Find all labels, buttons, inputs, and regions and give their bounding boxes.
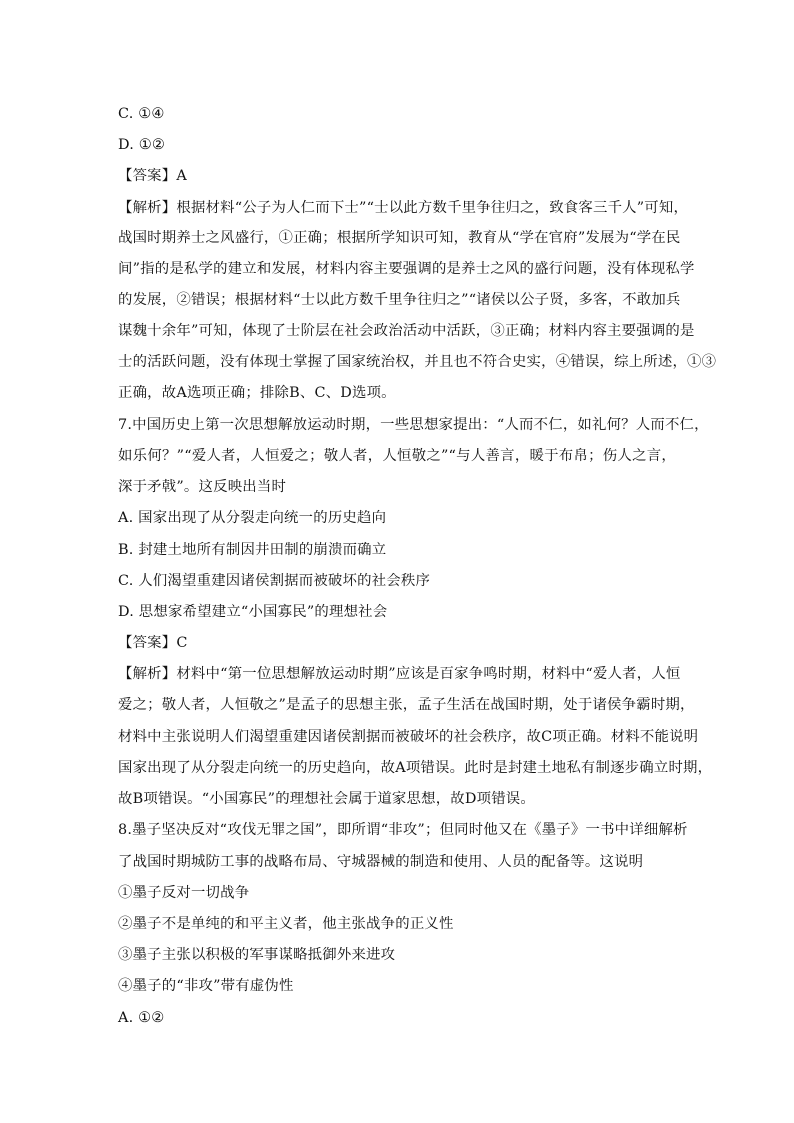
q6-analysis-line-3: 间”指的是私学的建立和发展，材料内容主要强调的是养士之风的盛行问题，没有体现私学 xyxy=(118,261,695,277)
q8-statement-4: ④墨子的“非攻”带有虚伪性 xyxy=(118,978,294,994)
q8-statement-2: ②墨子不是单纯的和平主义者，他主张战争的正义性 xyxy=(118,916,454,932)
q8-statement-1: ①墨子反对一切战争 xyxy=(118,885,250,901)
q7-stem-line-3: 深于矛戟”。这反映出当时 xyxy=(118,479,287,495)
q7-analysis-line-1: 【解析】材料中“第一位思想解放运动时期”应该是百家争鸣时期，材料中“爱人者，人恒 xyxy=(118,666,681,682)
q7-option-b: B. 封建土地所有制因井田制的崩溃而确立 xyxy=(118,542,387,558)
q7-option-d: D. 思想家希望建立“小国寡民”的理想社会 xyxy=(118,604,388,620)
q7-analysis-line-4: 国家出现了从分裂走向统一的历史趋向，故A项错误。此时是封建土地私有制逐步确立时期， xyxy=(118,760,713,776)
q7-option-c: C. 人们渴望重建因诸侯割据而被破坏的社会秩序 xyxy=(118,573,431,589)
q6-answer: 【答案】A xyxy=(118,168,187,184)
q7-analysis-line-5: 故B项错误。“小国寡民”的理想社会属于道家思想，故D项错误。 xyxy=(118,791,535,807)
q7-stem-line-1: 7.中国历史上第一次思想解放运动时期，一些思想家提出：“人而不仁，如礼何？人而不仁， xyxy=(118,417,709,433)
q6-option-d: D. ①② xyxy=(118,137,165,153)
q6-analysis-line-5: 谋魏十余年”可知，体现了士阶层在社会政治活动中活跃，③正确；材料内容主要强调的是 xyxy=(118,323,695,339)
q8-option-a: A. ①② xyxy=(118,1010,165,1026)
q6-analysis-line-4: 的发展，②错误；根据材料“士以此方数千里争往归之”“诸侯以公子贤，多客，不敢加兵 xyxy=(118,292,681,308)
q6-option-c: C. ①④ xyxy=(118,106,165,122)
q8-statement-3: ③墨子主张以积极的军事谋略抵御外来进攻 xyxy=(118,947,396,963)
q6-analysis-line-7: 正确，故A选项正确；排除B、C、D选项。 xyxy=(118,385,396,401)
q6-analysis-line-6: 士的活跃问题，没有体现士掌握了国家统治权，并且也不符合史实，④错误，综上所述，①③ xyxy=(118,354,717,370)
q8-stem-line-1: 8.墨子坚决反对“攻伐无罪之国”，即所谓“非攻”；但同时他又在《墨子》一书中详细解析 xyxy=(118,822,688,838)
q8-stem-line-2: 了战国时期城防工事的战略布局、守城器械的制造和使用、人员的配备等。这说明 xyxy=(118,854,644,870)
q7-answer: 【答案】C xyxy=(118,635,188,651)
q7-analysis-line-2: 爱之；敬人者，人恒敬之”是孟子的思想主张，孟子生活在战国时期，处于诸侯争霸时期， xyxy=(118,697,695,713)
q7-analysis-line-3: 材料中主张说明人们渴望重建因诸侯割据而被破坏的社会秩序，故C项正确。材料不能说明 xyxy=(118,729,699,745)
q6-analysis-line-2: 战国时期养士之风盛行，①正确；根据所学知识可知，教育从“学在官府”发展为“学在民 xyxy=(118,230,681,246)
q7-stem-line-2: 如乐何？”“爱人者，人恒爱之；敬人者，人恒敬之”“与人善言，暖于布帛；伤人之言， xyxy=(118,448,676,464)
q7-option-a: A. 国家出现了从分裂走向统一的历史趋向 xyxy=(118,510,387,526)
q6-analysis-line-1: 【解析】根据材料“公子为人仁而下士”“士以此方数千里争往归之，致食客三千人”可知， xyxy=(118,200,689,216)
